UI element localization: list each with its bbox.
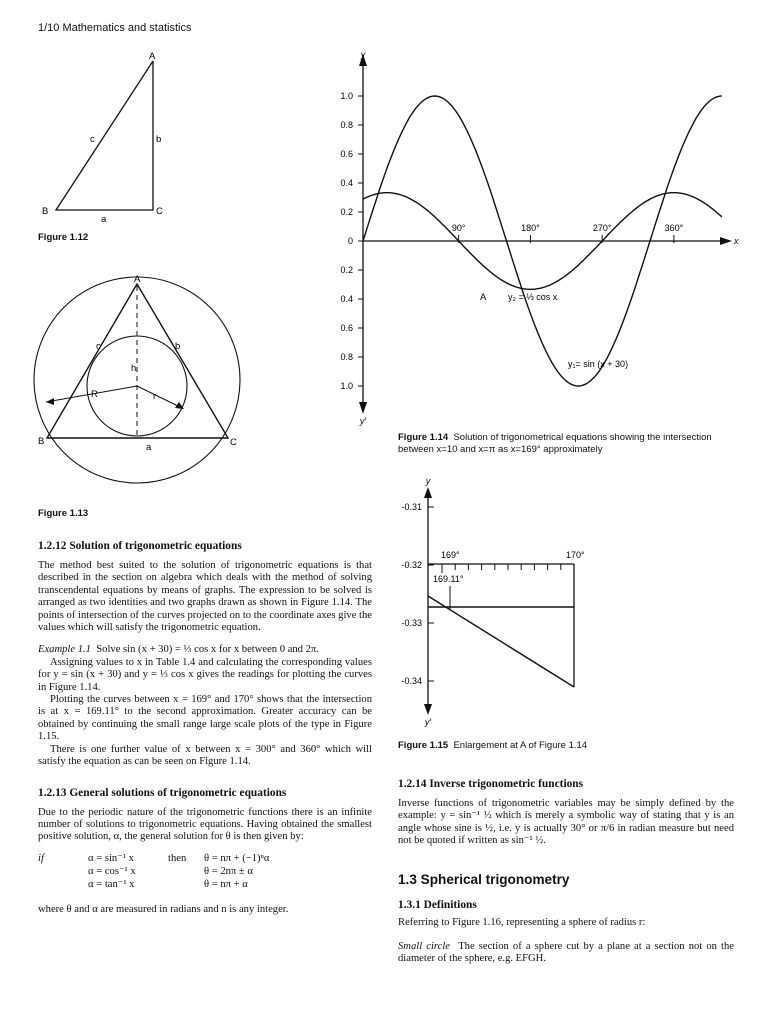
- y-tick-label: -0.32: [401, 560, 422, 570]
- figure-1-15-caption-label: Figure 1.15: [398, 740, 449, 751]
- figure-1-14-caption: [398, 432, 728, 456]
- if-word: if: [38, 852, 44, 864]
- label-C: C: [230, 437, 237, 448]
- example-text: Solve sin (x + 30) = ⅓ cos x for x between 0 and 2π.: [96, 644, 319, 656]
- label-C: C: [156, 206, 163, 217]
- y-axis-label: y: [425, 478, 431, 486]
- x-tick-label: 360°: [664, 223, 684, 233]
- section-1-3-1-heading: 1.3.1 Definitions: [398, 898, 477, 911]
- label-a: a: [101, 214, 107, 225]
- y-tick-label: 0.2: [340, 265, 353, 275]
- small-circle-definition: [398, 941, 734, 966]
- equation-alpha-cos: α = cos⁻¹ x: [88, 865, 136, 877]
- left-column: [38, 540, 372, 916]
- y-tick-label: 1.0: [340, 91, 353, 101]
- right-column: [398, 778, 734, 966]
- section-1-2-12-paragraph: The method best suited to the solution of trigonometric equations is that described in the section on algebra which deals with the method of solving transcendental equations by means of graphs. The expression to be solved is arranged as two identities and two graphs drawn as shown in Figure 1.14. The points of intersection of the curves projected on to the coordinate axes give the values which will satisfy the trigonometric equation.: [38, 560, 372, 634]
- y-axis-bottom-label: y′: [359, 416, 367, 426]
- section-1-2-12-heading: 1.2.12 Solution of trigonometric equations: [38, 540, 242, 552]
- x-scale-ticks: [442, 564, 574, 573]
- label-c: c: [90, 134, 95, 145]
- y-tick-label: 0.2: [340, 207, 353, 217]
- paragraph-further: There is one further value of x between x = 300° and 360° which will satisfy the equation as can be seen on Figure 1.14.: [38, 743, 372, 768]
- y-tick-label: 0.4: [340, 294, 353, 304]
- paragraph-plotting: Plotting the curves between x = 169° and 170° shows that the intersection is at x = 169.11° to the second approximation. Greater accuracy can be obtained by continuing the small range large scale plots of the type in Figure 1.15.: [38, 694, 372, 743]
- x-tick-group: [452, 223, 684, 243]
- paragraph-assigning: Assigning values to x in Table 1.4 and calculating the corresponding values for y = sin (x + 30) and y = ⅓ cos x gives the readings for plotting the curves in Figure 1.14.: [38, 656, 372, 693]
- curve-y1-label: y₁= sin (x + 30): [568, 359, 629, 369]
- equation-theta-cos: θ = 2nπ ± α: [204, 865, 253, 877]
- x-tick-label: 270°: [592, 223, 612, 233]
- figure-1-13-circles: [30, 270, 260, 495]
- radius-R-arrow: [46, 398, 54, 405]
- small-circle-term: Small circle: [398, 941, 450, 953]
- label-h: h: [131, 363, 137, 374]
- label-b: b: [156, 134, 162, 145]
- y-tick-label: 0.4: [340, 178, 353, 188]
- y-tick-label: 0.8: [340, 352, 353, 362]
- section-1-3-heading: 1.3 Spherical trigonometry: [398, 871, 570, 887]
- y-tick-label: -0.34: [401, 676, 422, 686]
- equation-alpha-sin: α = sin⁻¹ x: [88, 852, 134, 864]
- label-a: a: [146, 442, 152, 453]
- y-axis-label: y: [360, 49, 366, 60]
- figure-1-15-chart: [362, 478, 602, 728]
- figure-1-13-caption: Figure 1.13: [38, 508, 89, 519]
- section-1-3-1-paragraph: Referring to Figure 1.16, representing a sphere of radius r:: [398, 916, 646, 928]
- y-tick-group: [340, 91, 363, 391]
- y-tick-label: -0.33: [401, 618, 422, 628]
- x-axis-arrow: [720, 237, 732, 245]
- figure-1-15-caption-text: Enlargement at A of Figure 1.14: [453, 740, 588, 751]
- general-solution-equations: [38, 852, 372, 896]
- y-tick-label: -0.31: [401, 502, 422, 512]
- then-word: then: [168, 852, 187, 864]
- figure-1-15-caption: [398, 740, 587, 752]
- x-tick-label: 90°: [451, 223, 466, 233]
- y-axis-arrow-bottom: [424, 704, 432, 715]
- equation-alpha-tan: α = tan⁻¹ x: [88, 878, 135, 890]
- x-axis-label: x: [734, 236, 739, 246]
- y-tick-label: 0.6: [340, 323, 353, 333]
- running-header: 1/10 Mathematics and statistics: [38, 22, 192, 34]
- triangle-outline: [56, 61, 153, 210]
- y-tick-label: 0.8: [340, 120, 353, 130]
- label-r: r: [153, 391, 157, 402]
- label-b: b: [175, 341, 181, 352]
- radius-r-line: [137, 386, 180, 407]
- section-1-2-14-paragraph: Inverse functions of trigonometric variables may be simply defined by the example: y = sin⁻¹ ½ which is merely a symbolic way of stating that y is an angle whose sine is ½, i.e. y is actually 30° or π/6 in radian measure but need not be quoted if written as sin⁻¹ ½.: [398, 798, 734, 847]
- example-label: Example 1.1: [38, 644, 91, 656]
- x-right-label: 170°: [566, 550, 585, 560]
- section-1-2-13-heading: 1.2.13 General solutions of trigonometric equations: [38, 786, 287, 799]
- intersection-label: 169.11°: [433, 574, 464, 584]
- label-B: B: [38, 436, 45, 447]
- y-axis-arrow-top: [424, 487, 432, 498]
- x-tick-label: 180°: [521, 223, 540, 233]
- section-1-2-13-footer: where θ and α are measured in radians and n is any integer.: [38, 903, 289, 915]
- figure-1-14-chart: [322, 46, 742, 436]
- y-tick-group: [401, 502, 434, 686]
- label-B: B: [42, 206, 49, 217]
- label-c: c: [96, 341, 101, 352]
- equation-theta-tan: θ = nπ + α: [204, 878, 248, 890]
- y-axis-arrow-bottom: [359, 402, 367, 414]
- equation-theta-sin: θ = nπ + (−1)ⁿα: [204, 852, 270, 864]
- label-A: A: [149, 51, 156, 62]
- example-1-1: [38, 644, 372, 656]
- curve-y1-segment: [428, 596, 574, 687]
- figure-1-12-caption: Figure 1.12: [38, 232, 89, 243]
- label-R: R: [91, 389, 98, 400]
- section-1-2-13-paragraph: Due to the periodic nature of the trigonometric functions there is an infinite number of solutions to trigonometric equations. Having obtained the smallest positive solution, α, the general solution for θ is then given by:: [38, 806, 372, 843]
- section-1-2-14-heading: 1.2.14 Inverse trigonometric functions: [398, 778, 584, 790]
- y-axis-bottom-label: y′: [424, 717, 432, 727]
- figure-1-12-triangle: [30, 48, 190, 228]
- figure-1-14-caption-label: Figure 1.14: [398, 432, 449, 443]
- x-left-label: 169°: [441, 550, 460, 560]
- curve-y2-label: y₂ = ⅓ cos x: [508, 292, 558, 302]
- label-A: A: [134, 274, 141, 285]
- figure-1-14-caption-text: Solution of trigonometrical equations showing the intersection between x=10 and x=π as x=169° approximately: [398, 432, 712, 455]
- y-tick-label: 0.6: [340, 149, 353, 159]
- small-circle-text: The section of a sphere cut by a plane at a section not on the diameter of the sphere, e.g. EFGH.: [398, 941, 734, 965]
- point-A-label: A: [480, 292, 487, 303]
- y-tick-label: 1.0: [340, 381, 353, 391]
- y-tick-label: 0: [347, 236, 353, 246]
